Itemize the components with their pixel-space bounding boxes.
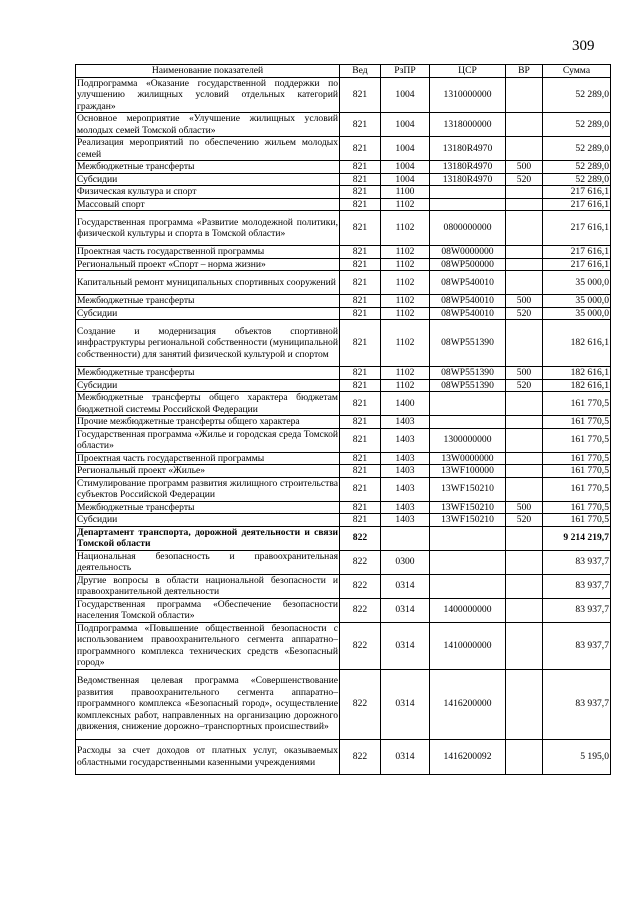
cell-rzpr: 1004 (381, 161, 430, 174)
table-header-row (76, 65, 611, 78)
table-row (76, 307, 611, 320)
cell-ved: 822 (340, 669, 381, 739)
cell-name: Основное мероприятие «Улучшение жилищных условий молодых семей Томской области» (77, 113, 338, 136)
cell-sum: 217 616,1 (543, 198, 611, 211)
cell-ved: 821 (340, 416, 381, 429)
cell-vr (506, 198, 543, 211)
cell-csr: 08WP540010 (430, 271, 506, 295)
cell-name: Межбюджетные трансферты (76, 295, 340, 308)
cell-name: Межбюджетные трансферты (76, 161, 340, 174)
cell-name: Национальная безопасность и правоохранительная деятельность (77, 550, 338, 573)
table-row (76, 379, 611, 392)
cell-ved: 822 (340, 550, 381, 574)
cell-ved: 821 (340, 307, 381, 320)
cell-vr (506, 428, 543, 452)
cell-csr: 13WF150210 (430, 477, 506, 501)
cell-sum: 161 770,5 (543, 428, 611, 452)
cell-sum: 35 000,0 (543, 271, 611, 295)
table-row (76, 137, 611, 161)
cell-sum: 52 289,0 (543, 173, 611, 186)
cell-name: Государственная программа «Жилье и городская среда Томской области» (77, 428, 338, 451)
cell-name: Подпрограмма «Оказание государственной поддержки по улучшению жилищных условий отдельных категорий граждан» (77, 77, 338, 112)
cell-ved: 821 (340, 77, 381, 113)
cell-sum: 217 616,1 (543, 186, 611, 199)
header-sum: Сумма (543, 65, 611, 78)
cell-name: Капитальный ремонт муниципальных спортивных сооружений (76, 271, 340, 295)
cell-rzpr: 0300 (381, 550, 430, 574)
cell-rzpr: 1102 (381, 258, 430, 271)
cell-rzpr: 1403 (381, 452, 430, 465)
cell-sum: 161 770,5 (543, 514, 611, 527)
cell-csr: 08WP551390 (430, 367, 506, 380)
cell-csr: 1416200092 (430, 739, 506, 774)
cell-name: Физическая культура и спорт (76, 186, 340, 199)
table-row (76, 477, 611, 501)
cell-rzpr: 0314 (381, 574, 430, 598)
cell-ved: 821 (340, 258, 381, 271)
cell-vr (506, 622, 543, 669)
cell-vr (506, 574, 543, 598)
cell-csr: 1400000000 (430, 598, 506, 622)
table-row (76, 113, 611, 137)
table-row (76, 501, 611, 514)
cell-name: Региональный проект «Спорт – норма жизни» (76, 258, 340, 271)
cell-rzpr: 1102 (381, 367, 430, 380)
cell-csr (430, 550, 506, 574)
cell-sum: 52 289,0 (543, 137, 611, 161)
cell-ved: 822 (340, 598, 381, 622)
cell-ved: 821 (340, 173, 381, 186)
cell-csr: 1310000000 (430, 77, 506, 113)
cell-ved: 821 (340, 211, 381, 246)
cell-vr (506, 113, 543, 137)
cell-vr: 500 (506, 161, 543, 174)
cell-vr (506, 598, 543, 622)
cell-sum: 217 616,1 (543, 246, 611, 259)
cell-sum: 161 770,5 (543, 392, 611, 416)
cell-vr: 520 (506, 307, 543, 320)
cell-name: Субсидии (76, 379, 340, 392)
cell-ved: 821 (340, 137, 381, 161)
cell-rzpr: 0314 (381, 622, 430, 669)
cell-csr: 0800000000 (430, 211, 506, 246)
cell-sum: 83 937,7 (543, 598, 611, 622)
cell-sum: 217 616,1 (543, 211, 611, 246)
cell-csr: 13WF100000 (430, 465, 506, 478)
table-row (76, 320, 611, 367)
table-row (76, 211, 611, 246)
cell-ved: 821 (340, 271, 381, 295)
cell-name: Реализация мероприятий по обеспечению жильем молодых семей (77, 137, 338, 160)
cell-rzpr: 1403 (381, 477, 430, 501)
table-row (76, 161, 611, 174)
cell-ved: 822 (340, 739, 381, 774)
table-row (76, 598, 611, 622)
cell-rzpr: 1403 (381, 514, 430, 527)
cell-csr: 13180R4970 (430, 173, 506, 186)
table-row (76, 258, 611, 271)
cell-sum: 182 616,1 (543, 367, 611, 380)
header-rzpr: РзПР (381, 65, 430, 78)
header-ved: Вед (340, 65, 381, 78)
cell-vr (506, 320, 543, 367)
cell-rzpr: 1102 (381, 307, 430, 320)
cell-csr: 13WF150210 (430, 514, 506, 527)
cell-rzpr: 0314 (381, 598, 430, 622)
cell-name: Прочие межбюджетные трансферты общего характера (76, 416, 340, 429)
cell-name: Межбюджетные трансферты общего характера бюджетам бюджетной системы Российской Федерации (77, 392, 338, 415)
cell-csr (430, 574, 506, 598)
cell-ved: 821 (340, 379, 381, 392)
cell-vr (506, 526, 543, 550)
cell-rzpr (381, 526, 430, 550)
cell-rzpr: 1403 (381, 465, 430, 478)
cell-ved: 821 (340, 161, 381, 174)
cell-sum: 35 000,0 (543, 307, 611, 320)
budget-table (75, 64, 611, 775)
cell-sum: 161 770,5 (543, 477, 611, 501)
cell-name: Государственная программа «Развитие молодежной политики, физической культуры и спорта в Томской области» (76, 211, 340, 246)
cell-vr: 500 (506, 295, 543, 308)
cell-csr: 1318000000 (430, 113, 506, 137)
cell-rzpr: 1102 (381, 295, 430, 308)
cell-vr (506, 392, 543, 416)
table-row (76, 295, 611, 308)
cell-name: Субсидии (76, 307, 340, 320)
table-row (76, 186, 611, 199)
cell-vr: 520 (506, 514, 543, 527)
cell-csr (430, 416, 506, 429)
cell-ved: 821 (340, 246, 381, 259)
cell-vr (506, 739, 543, 774)
cell-csr: 08WP500000 (430, 258, 506, 271)
cell-csr (430, 198, 506, 211)
cell-rzpr: 1403 (381, 428, 430, 452)
cell-csr: 13W0000000 (430, 452, 506, 465)
cell-sum: 83 937,7 (543, 622, 611, 669)
cell-sum: 161 770,5 (543, 452, 611, 465)
cell-name: Проектная часть государственной программы (76, 246, 340, 259)
cell-vr: 500 (506, 367, 543, 380)
table-body (76, 77, 611, 774)
cell-sum: 217 616,1 (543, 258, 611, 271)
cell-sum: 161 770,5 (543, 416, 611, 429)
cell-ved: 821 (340, 392, 381, 416)
cell-name: Подпрограмма «Повышение общественной безопасности с использованием правоохранительного сегмента аппаратно–программного комплекса технических средств «Безопасный город» (77, 622, 338, 668)
cell-ved: 821 (340, 465, 381, 478)
table-row (76, 246, 611, 259)
cell-csr: 08WP540010 (430, 307, 506, 320)
table-row (76, 574, 611, 598)
cell-ved: 821 (340, 367, 381, 380)
cell-vr (506, 416, 543, 429)
cell-vr (506, 669, 543, 739)
cell-sum: 35 000,0 (543, 295, 611, 308)
cell-ved: 822 (340, 622, 381, 669)
cell-rzpr: 1100 (381, 186, 430, 199)
cell-vr (506, 477, 543, 501)
cell-vr: 520 (506, 379, 543, 392)
cell-name: Другие вопросы в области национальной безопасности и правоохранительной деятельности (77, 574, 338, 597)
table-row (76, 622, 611, 669)
cell-vr (506, 137, 543, 161)
cell-sum: 52 289,0 (543, 77, 611, 113)
cell-csr: 1416200000 (430, 669, 506, 739)
cell-rzpr: 1004 (381, 77, 430, 113)
cell-sum: 9 214 219,7 (543, 526, 611, 550)
cell-rzpr: 1102 (381, 246, 430, 259)
cell-rzpr: 1004 (381, 113, 430, 137)
cell-rzpr: 0314 (381, 739, 430, 774)
cell-csr: 1410000000 (430, 622, 506, 669)
cell-name: Стимулирование программ развития жилищного строительства субъектов Российской Федерации (77, 477, 338, 500)
cell-rzpr: 1102 (381, 379, 430, 392)
cell-csr: 13180R4970 (430, 137, 506, 161)
cell-name: Создание и модернизация объектов спортивной инфраструктуры региональной собственности (муниципальной собственности) для занятий физической культурой и спортом (76, 320, 340, 367)
cell-name: Региональный проект «Жилье» (76, 465, 340, 478)
cell-ved: 822 (340, 574, 381, 598)
cell-name: Субсидии (76, 514, 340, 527)
cell-csr: 08W0000000 (430, 246, 506, 259)
cell-rzpr: 1403 (381, 501, 430, 514)
cell-vr (506, 77, 543, 113)
header-vr: ВР (506, 65, 543, 78)
cell-ved: 821 (340, 198, 381, 211)
cell-rzpr: 1102 (381, 320, 430, 367)
cell-sum: 5 195,0 (543, 739, 611, 774)
table-row (76, 367, 611, 380)
cell-csr (430, 186, 506, 199)
cell-rzpr: 1403 (381, 416, 430, 429)
cell-ved: 821 (340, 113, 381, 137)
cell-vr (506, 258, 543, 271)
cell-name: Межбюджетные трансферты (76, 367, 340, 380)
cell-name: Расходы за счет доходов от платных услуг, оказываемых областными государственными казенными учреждениями (76, 739, 340, 774)
cell-name: Департамент транспорта, дорожной деятельности и связи Томской области (77, 526, 338, 549)
table-row (76, 271, 611, 295)
table-row (76, 669, 611, 739)
table-row (76, 392, 611, 416)
cell-rzpr: 1004 (381, 173, 430, 186)
cell-vr (506, 271, 543, 295)
cell-rzpr: 1400 (381, 392, 430, 416)
cell-csr (430, 392, 506, 416)
cell-sum: 83 937,7 (543, 669, 611, 739)
cell-vr (506, 211, 543, 246)
header-csr: ЦСР (430, 65, 506, 78)
cell-csr (430, 526, 506, 550)
cell-name: Субсидии (76, 173, 340, 186)
cell-ved: 822 (340, 526, 381, 550)
cell-csr: 13WF150210 (430, 501, 506, 514)
cell-name: Межбюджетные трансферты (76, 501, 340, 514)
cell-vr (506, 465, 543, 478)
cell-vr (506, 550, 543, 574)
cell-rzpr: 1102 (381, 211, 430, 246)
cell-ved: 821 (340, 477, 381, 501)
table-row (76, 550, 611, 574)
cell-rzpr: 1004 (381, 137, 430, 161)
cell-ved: 821 (340, 186, 381, 199)
page-number: 309 (572, 38, 595, 54)
cell-sum: 83 937,7 (543, 550, 611, 574)
cell-rzpr: 0314 (381, 669, 430, 739)
cell-name: Ведомственная целевая программа «Совершенствование развития правоохранительного сегмента аппаратно–программного комплекса «Безопасный город», осуществление комплексных работ, направленных на организацию дорожного движения, снижение дорожно–транспортных происшествий» (76, 669, 340, 739)
cell-sum: 52 289,0 (543, 161, 611, 174)
table-row (76, 514, 611, 527)
table-row (76, 416, 611, 429)
cell-ved: 821 (340, 514, 381, 527)
cell-name: Проектная часть государственной программы (76, 452, 340, 465)
cell-ved: 821 (340, 501, 381, 514)
table-row (76, 526, 611, 550)
cell-sum: 52 289,0 (543, 113, 611, 137)
cell-name: Государственная программа «Обеспечение безопасности населения Томской области» (77, 598, 338, 621)
cell-ved: 821 (340, 428, 381, 452)
table-row (76, 739, 611, 774)
cell-name: Массовый спорт (76, 198, 340, 211)
cell-ved: 821 (340, 320, 381, 367)
cell-csr: 1300000000 (430, 428, 506, 452)
cell-sum: 83 937,7 (543, 574, 611, 598)
cell-csr: 13180R4970 (430, 161, 506, 174)
cell-vr (506, 246, 543, 259)
cell-sum: 161 770,5 (543, 465, 611, 478)
table-row (76, 452, 611, 465)
cell-ved: 821 (340, 452, 381, 465)
cell-vr (506, 186, 543, 199)
cell-sum: 182 616,1 (543, 320, 611, 367)
cell-vr: 500 (506, 501, 543, 514)
cell-sum: 182 616,1 (543, 379, 611, 392)
cell-csr: 08WP551390 (430, 320, 506, 367)
cell-rzpr: 1102 (381, 271, 430, 295)
table-row (76, 428, 611, 452)
cell-csr: 08WP540010 (430, 295, 506, 308)
table-row (76, 77, 611, 113)
cell-vr: 520 (506, 173, 543, 186)
header-name: Наименование показателей (76, 65, 340, 78)
cell-vr (506, 452, 543, 465)
table-row (76, 198, 611, 211)
table-row (76, 465, 611, 478)
table-row (76, 173, 611, 186)
cell-sum: 161 770,5 (543, 501, 611, 514)
cell-rzpr: 1102 (381, 198, 430, 211)
cell-csr: 08WP551390 (430, 379, 506, 392)
cell-ved: 821 (340, 295, 381, 308)
